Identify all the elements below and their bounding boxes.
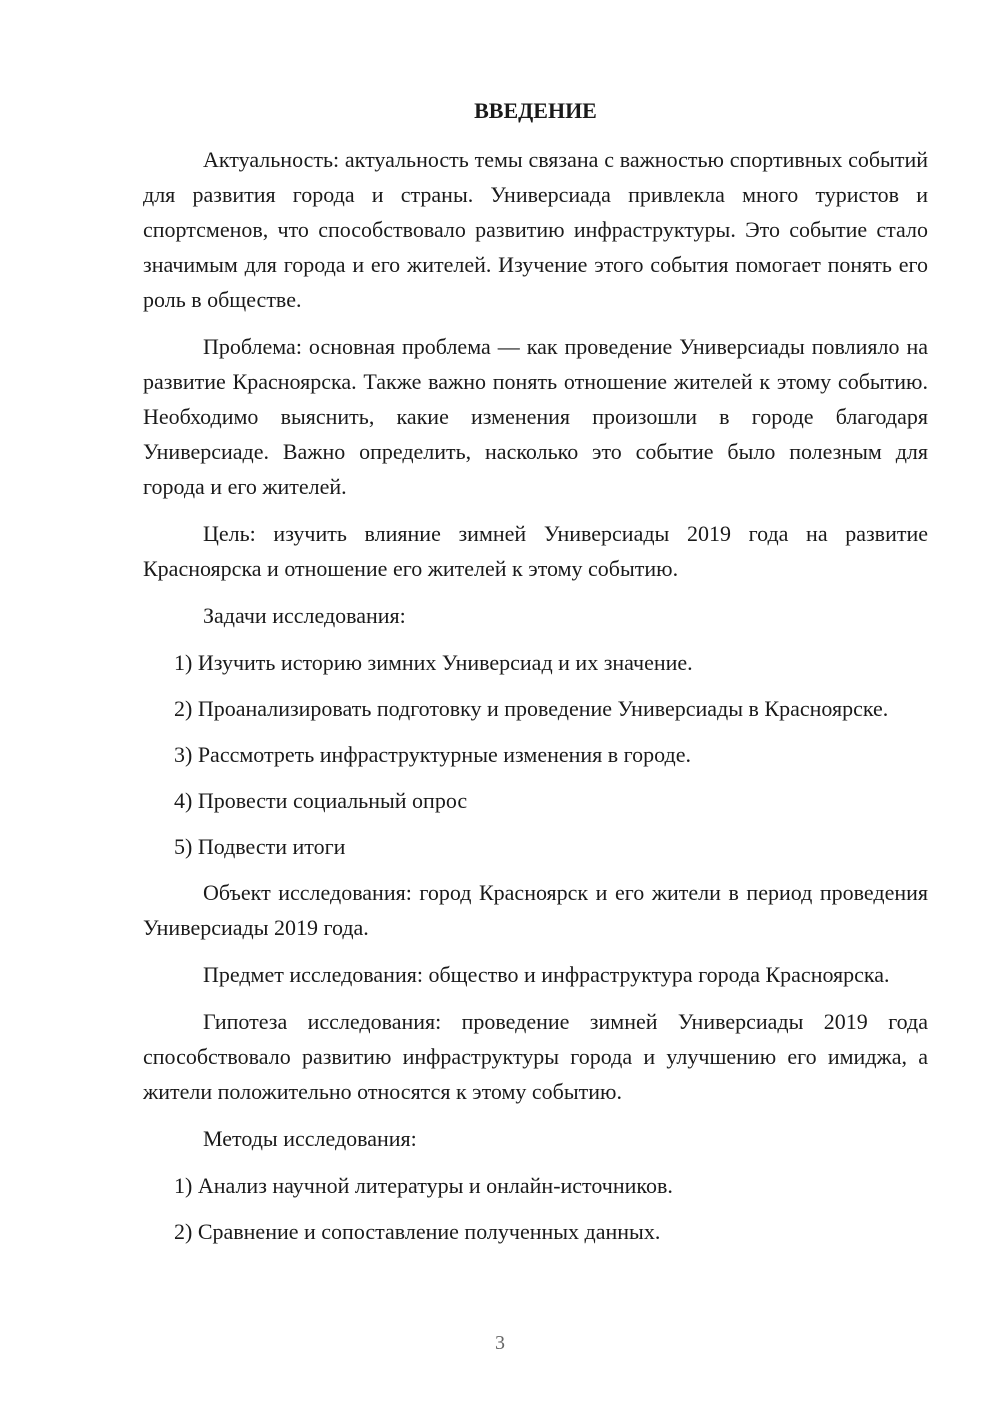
list-item: 2) Сравнение и сопоставление полученных данных. [174, 1219, 661, 1244]
paragraph: Методы исследования: [203, 1126, 417, 1151]
paragraph: Предмет исследования: общество и инфраструктура города Красноярска. [203, 962, 890, 987]
paragraph: Гипотеза исследования: проведение зимней Универсиады 2019 года способствовало развитию инфраструктуры города и улучшению его имиджа, а жители положительно относятся к этому событию. [143, 1009, 928, 1104]
list-item: 1) Изучить историю зимних Универсиад и их значение. [174, 650, 693, 675]
paragraph: Задачи исследования: [203, 603, 406, 628]
paragraph: Актуальность: актуальность темы связана с важностью спортивных событий для развития города и страны. Универсиада привлекла много туристов и спортсменов, что способствовало развитию инфраструктуры. Это событие стало значимым для города и его жителей. Изучение этого события помогает понять его роль в обществе. [143, 147, 928, 312]
list-item: 2) Проанализировать подготовку и проведение Универсиады в Красноярске. [174, 696, 889, 721]
page-number: 3 [495, 1332, 505, 1354]
section-heading: ВВЕДЕНИЕ [474, 98, 597, 123]
paragraph: Проблема: основная проблема — как проведение Универсиады повлияло на развитие Красноярска. Также важно понять отношение жителей к этому событию. Необходимо выяснить, какие изменения произошли в городе благодаря Универсиаде. Важно определить, насколько это событие было полезным для города и его жителей. [143, 334, 928, 499]
paragraph: Цель: изучить влияние зимней Универсиады 2019 года на развитие Красноярска и отношение его жителей к этому событию. [143, 521, 928, 581]
body-text [143, 142, 928, 1249]
paragraph: Объект исследования: город Красноярск и его жители в период проведения Универсиады 2019 года. [143, 880, 928, 940]
list-item: 1) Анализ научной литературы и онлайн-источников. [174, 1173, 673, 1198]
list-item: 5) Подвести итоги [174, 834, 346, 859]
page-content [143, 96, 928, 1260]
list-item: 4) Провести социальный опрос [174, 788, 468, 813]
list-item: 3) Рассмотреть инфраструктурные изменения в городе. [174, 742, 691, 767]
